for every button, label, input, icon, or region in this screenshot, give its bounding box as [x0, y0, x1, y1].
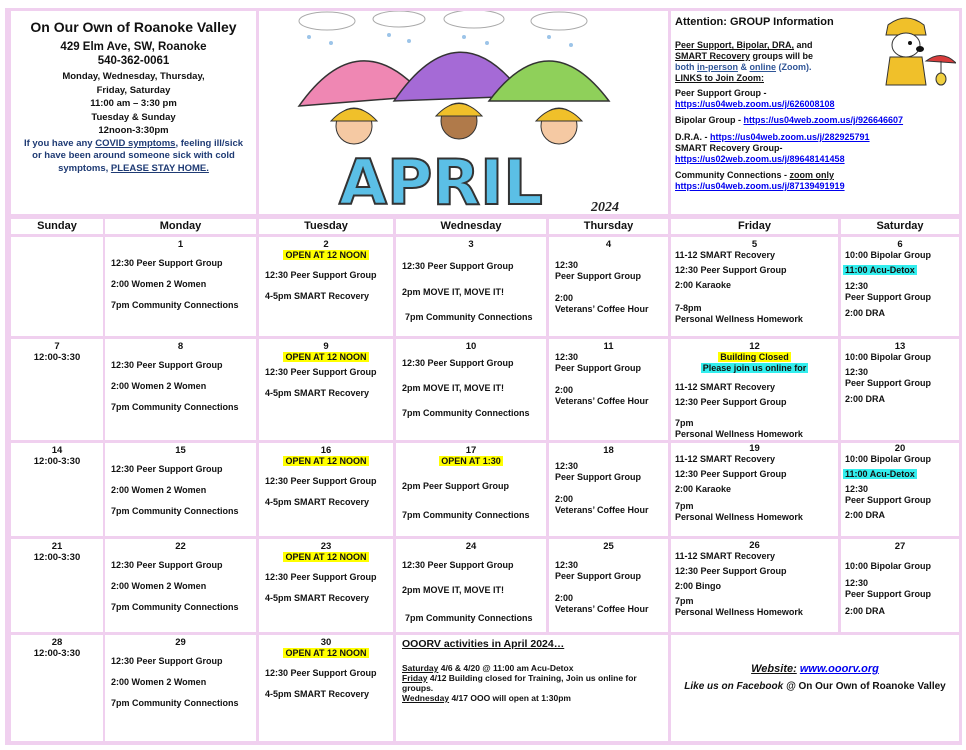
day-cell-15: 15 12:30 Peer Support Group 2:00 Women 2 Women 7pm Community Connections: [105, 443, 256, 536]
cc-zoom-link[interactable]: https://us04web.zoom.us/j/87139491919: [675, 181, 845, 191]
activity-friday: Friday 4/12 Building closed for Training, Join us online for groups.: [402, 673, 637, 693]
days-weekend: Tuesday & Sunday: [91, 111, 176, 123]
day-cell-30: 30 OPEN AT 12 NOON 12:30 Peer Support Group 4-5pm SMART Recovery: [259, 635, 393, 741]
activities-title: OOORV activities in April 2024…: [402, 638, 565, 650]
hours-weekday: 11:00 am – 3:30 pm: [90, 98, 177, 109]
join-online-badge: Please join us online for: [702, 363, 807, 373]
website-box: [671, 635, 959, 741]
header-thursday: Thursday: [549, 219, 668, 234]
april-activities-box: [396, 635, 668, 741]
day-cell-6: 6 10:00 Bipolar Group 11:00 Acu-Detox 12:30 Peer Support Group 2:00 DRA: [841, 237, 959, 336]
april-banner: [259, 11, 668, 214]
org-phone: 540-362-0061: [97, 55, 170, 67]
hours-weekend: 12noon-3:30pm: [98, 125, 169, 136]
smart-zoom: SMART Recovery Group- https://us02web.zoom.us/j/89648141458: [675, 143, 959, 165]
org-address: 429 Elm Ave, SW, Roanoke: [60, 41, 207, 53]
banner-year: 2024: [591, 200, 619, 214]
umbrella-kids-illustration: [259, 11, 668, 214]
calendar-page: [5, 8, 962, 745]
header-monday: Monday: [105, 219, 256, 234]
org-info-box: [11, 11, 256, 214]
day-cell-20: 20 10:00 Bipolar Group 11:00 Acu-Detox 12:30 Peer Support Group 2:00 DRA: [841, 443, 959, 536]
day-cell-10: 10 12:30 Peer Support Group 2pm MOVE IT, MOVE IT! 7pm Community Connections: [396, 339, 546, 440]
activity-wednesday: Wednesday 4/17 OOO will open at 1:30pm: [402, 693, 571, 703]
bipolar-zoom-link[interactable]: https://us04web.zoom.us/j/926646607: [743, 115, 904, 125]
day-cell-21: 21 12:00-3:30: [11, 539, 103, 632]
day-cell-14: 14 12:00-3:30: [11, 443, 103, 536]
day-cell-26: 26 11-12 SMART Recovery 12:30 Peer Support Group 2:00 Bingo 7pm Personal Wellness Homework: [671, 539, 838, 632]
day-cell-7: 7 12:00-3:30: [11, 339, 103, 440]
day-cell-11: 11 12:30 Peer Support Group 2:00 Veterans’ Coffee Hour: [549, 339, 668, 440]
covid-notice: If you have any COVID symptoms, feeling ill/sick or have been around someone sick with cold symptoms, PLEASE STAY HOME.: [23, 137, 244, 174]
header-friday: Friday: [671, 219, 838, 234]
day-cell-16: 16 OPEN AT 12 NOON 12:30 Peer Support Group 4-5pm SMART Recovery: [259, 443, 393, 536]
day-cell-27: 27 10:00 Bipolar Group 12:30 Peer Support Group 2:00 DRA: [841, 539, 959, 632]
day-cell-5: 5 11-12 SMART Recovery 12:30 Peer Support Group 2:00 Karaoke 7-8pm Personal Wellness Homework: [671, 237, 838, 336]
days-line-1: Monday, Wednesday, Thursday,: [62, 71, 205, 82]
day-cell-29: 29 12:30 Peer Support Group 2:00 Women 2 Women 7pm Community Connections: [105, 635, 256, 741]
dra-zoom-link[interactable]: https://us04web.zoom.us/j/282925791: [710, 132, 870, 142]
day-cell-13: 13 10:00 Bipolar Group 12:30 Peer Support Group 2:00 DRA: [841, 339, 959, 440]
day-cell-1: 1 12:30 Peer Support Group 2:00 Women 2 Women 7pm Community Connections: [105, 237, 256, 336]
day-cell-25: 25 12:30 Peer Support Group 2:00 Veterans’ Coffee Hour: [549, 539, 668, 632]
day-cell-4: 4 12:30 Peer Support Group 2:00 Veterans’ Coffee Hour: [549, 237, 668, 336]
april-title: APRIL: [339, 146, 543, 214]
smart-zoom-link[interactable]: https://us02web.zoom.us/j/89648141458: [675, 154, 845, 164]
day-cell-3: 3 12:30 Peer Support Group 2pm MOVE IT, MOVE IT! 7pm Community Connections: [396, 237, 546, 336]
building-closed-badge: Building Closed: [720, 352, 789, 362]
snoopy-rain-icon: [876, 13, 956, 93]
header-saturday: Saturday: [841, 219, 959, 234]
day-cell-12: 12 Building Closed Please join us online for 11-12 SMART Recovery 12:30 Peer Support Group 7pm Personal Wellness Homework: [671, 339, 838, 440]
bipolar-zoom: Bipolar Group - https://us04web.zoom.us/j/926646607: [675, 115, 904, 125]
peer-support-zoom: Peer Support Group - https://us04web.zoom.us/j/626008108: [675, 88, 959, 110]
links-heading: LINKS to Join Zoom:: [675, 73, 764, 83]
header-wednesday: Wednesday: [396, 219, 546, 234]
day-cell-empty: [11, 237, 103, 336]
attention-title: Attention: GROUP Information: [675, 16, 834, 28]
website-line: Website: www.ooorv.org: [751, 663, 879, 675]
day-cell-18: 18 12:30 Peer Support Group 2:00 Veterans’ Coffee Hour: [549, 443, 668, 536]
day-cell-24: 24 12:30 Peer Support Group 2pm MOVE IT, MOVE IT! 7pm Community Connections: [396, 539, 546, 632]
day-cell-8: 8 12:30 Peer Support Group 2:00 Women 2 Women 7pm Community Connections: [105, 339, 256, 440]
days-line-2: Friday, Saturday: [96, 84, 171, 96]
facebook-line: Like us on Facebook @ On Our Own of Roanoke Valley: [684, 681, 946, 692]
day-cell-9: 9 OPEN AT 12 NOON 12:30 Peer Support Group 4-5pm SMART Recovery: [259, 339, 393, 440]
header-tuesday: Tuesday: [259, 219, 393, 234]
website-link[interactable]: www.ooorv.org: [799, 663, 879, 675]
dra-zoom: D.R.A. - https://us04web.zoom.us/j/282925791: [675, 132, 870, 142]
header-sunday: Sunday: [11, 219, 103, 234]
activity-saturday: Saturday 4/6 & 4/20 @ 11:00 am Acu-Detox: [402, 663, 574, 673]
day-cell-22: 22 12:30 Peer Support Group 2:00 Women 2 Women 7pm Community Connections: [105, 539, 256, 632]
day-cell-17: 17 OPEN AT 1:30 2pm Peer Support Group 7pm Community Connections: [396, 443, 546, 536]
cc-zoom: Community Connections - zoom only https://us04web.zoom.us/j/87139491919: [675, 170, 959, 192]
groups-info: Peer Support, Bipolar, DRA, and SMART Recovery groups will be both in-person & online (Zoom). LINKS to Join Zoom:: [675, 40, 814, 83]
covid-symptoms-link[interactable]: COVID symptoms: [95, 137, 176, 149]
day-cell-23: 23 OPEN AT 12 NOON 12:30 Peer Support Group 4-5pm SMART Recovery: [259, 539, 393, 632]
day-cell-2: 2 OPEN AT 12 NOON 12:30 Peer Support Group 4-5pm SMART Recovery: [259, 237, 393, 336]
day-cell-19: 19 11-12 SMART Recovery 12:30 Peer Support Group 2:00 Karaoke 7pm Personal Wellness Homework: [671, 443, 838, 536]
attention-box: [671, 11, 959, 214]
org-name: On Our Own of Roanoke Valley: [30, 19, 237, 35]
peer-support-zoom-link[interactable]: https://us04web.zoom.us/j/626008108: [675, 99, 835, 109]
day-cell-28: 28 12:00-3:30: [11, 635, 103, 741]
